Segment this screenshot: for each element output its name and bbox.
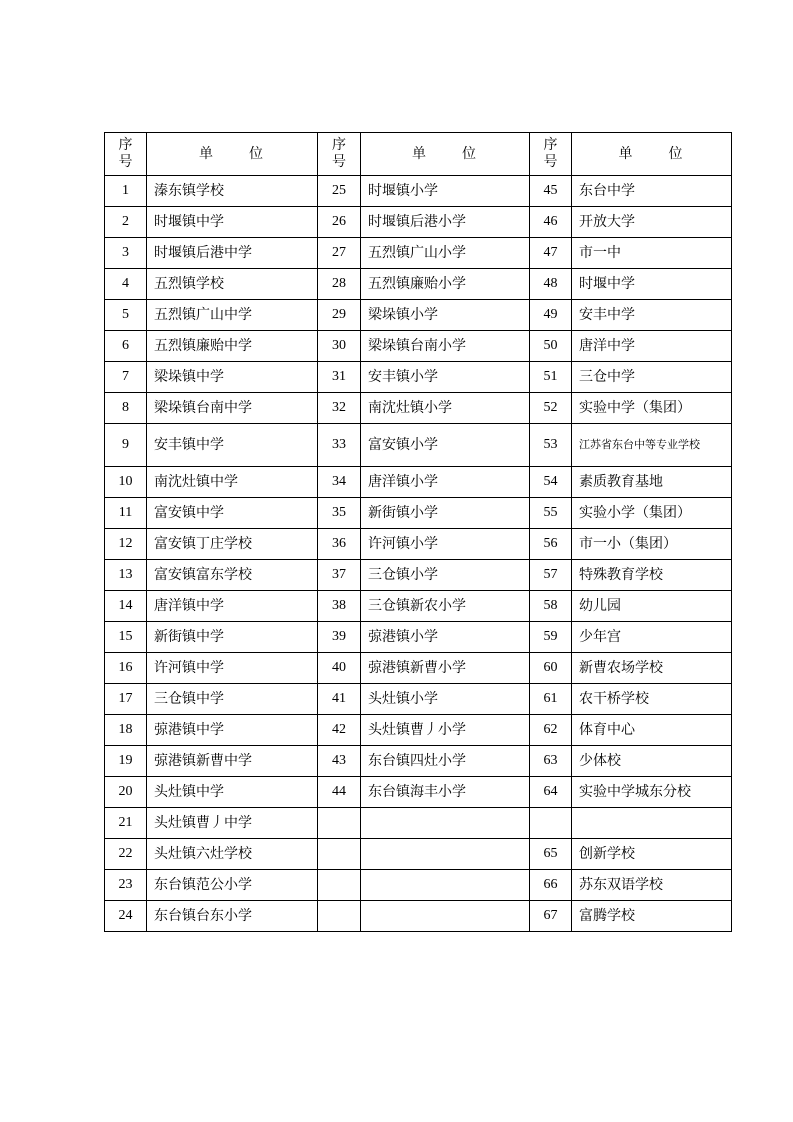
serial-number-cell [318, 870, 361, 901]
unit-name-cell: 东台镇台东小学 [147, 901, 318, 932]
unit-name-cell [361, 870, 530, 901]
table-row [105, 467, 732, 498]
unit-name-cell: 东台镇范公小学 [147, 870, 318, 901]
serial-number-cell: 7 [105, 362, 147, 393]
table-row [105, 424, 732, 467]
serial-number-cell: 46 [530, 207, 572, 238]
header-unit: 单 位 [572, 133, 732, 176]
serial-number-cell: 54 [530, 467, 572, 498]
unit-name-cell: 安丰中学 [572, 300, 732, 331]
unit-name-cell: 开放大学 [572, 207, 732, 238]
unit-name-cell: 唐洋中学 [572, 331, 732, 362]
unit-name-cell: 头灶镇六灶学校 [147, 839, 318, 870]
serial-number-cell: 60 [530, 653, 572, 684]
serial-number-cell: 8 [105, 393, 147, 424]
unit-name-cell: 富安镇丁庄学校 [147, 529, 318, 560]
serial-number-cell: 57 [530, 560, 572, 591]
unit-name-cell: 市一中 [572, 238, 732, 269]
unit-name-cell: 唐洋镇小学 [361, 467, 530, 498]
serial-number-cell: 22 [105, 839, 147, 870]
unit-name-cell: 时堰镇后港中学 [147, 238, 318, 269]
serial-number-cell: 50 [530, 331, 572, 362]
serial-number-cell: 9 [105, 424, 147, 467]
unit-name-cell: 东台镇海丰小学 [361, 777, 530, 808]
unit-name-cell: 实验中学（集团） [572, 393, 732, 424]
header-serial-number: 序 号 [105, 133, 147, 176]
serial-number-cell: 28 [318, 269, 361, 300]
serial-number-cell: 40 [318, 653, 361, 684]
unit-name-cell: 富安镇小学 [361, 424, 530, 467]
serial-number-cell: 43 [318, 746, 361, 777]
table-row [105, 393, 732, 424]
unit-name-cell: 幼儿园 [572, 591, 732, 622]
serial-number-cell: 17 [105, 684, 147, 715]
unit-name-cell: 富安镇富东学校 [147, 560, 318, 591]
serial-number-cell: 59 [530, 622, 572, 653]
table-row [105, 498, 732, 529]
unit-name-cell: 特殊教育学校 [572, 560, 732, 591]
serial-number-cell: 2 [105, 207, 147, 238]
serial-number-cell: 4 [105, 269, 147, 300]
unit-name-cell: 市一小（集团） [572, 529, 732, 560]
serial-number-cell: 30 [318, 331, 361, 362]
unit-name-cell: 五烈镇广山小学 [361, 238, 530, 269]
serial-number-cell: 53 [530, 424, 572, 467]
serial-number-cell: 45 [530, 176, 572, 207]
header-unit: 单 位 [147, 133, 318, 176]
unit-name-cell: 许河镇中学 [147, 653, 318, 684]
table-row [105, 901, 732, 932]
serial-number-cell: 15 [105, 622, 147, 653]
serial-number-cell: 41 [318, 684, 361, 715]
header-serial-number: 序 号 [318, 133, 361, 176]
serial-number-cell: 58 [530, 591, 572, 622]
unit-name-cell: 弶港镇小学 [361, 622, 530, 653]
serial-number-cell: 39 [318, 622, 361, 653]
serial-number-cell [530, 808, 572, 839]
serial-number-cell: 19 [105, 746, 147, 777]
serial-number-cell: 12 [105, 529, 147, 560]
serial-number-cell: 16 [105, 653, 147, 684]
header-unit: 单 位 [361, 133, 530, 176]
serial-number-cell: 65 [530, 839, 572, 870]
serial-number-cell: 6 [105, 331, 147, 362]
table-row [105, 715, 732, 746]
serial-number-cell: 61 [530, 684, 572, 715]
unit-name-cell: 南沈灶镇中学 [147, 467, 318, 498]
serial-number-cell: 64 [530, 777, 572, 808]
serial-number-cell [318, 901, 361, 932]
unit-name-cell: 少年宫 [572, 622, 732, 653]
table-row [105, 362, 732, 393]
serial-number-cell: 44 [318, 777, 361, 808]
serial-number-cell: 42 [318, 715, 361, 746]
table-row [105, 560, 732, 591]
table-body [105, 176, 732, 932]
serial-number-cell: 48 [530, 269, 572, 300]
serial-number-cell: 18 [105, 715, 147, 746]
unit-name-cell: 新街镇中学 [147, 622, 318, 653]
unit-name-cell: 实验小学（集团） [572, 498, 732, 529]
unit-name-cell: 新曹农场学校 [572, 653, 732, 684]
unit-name-cell: 梁垛镇小学 [361, 300, 530, 331]
serial-number-cell: 14 [105, 591, 147, 622]
serial-number-cell: 5 [105, 300, 147, 331]
unit-name-cell: 弶港镇中学 [147, 715, 318, 746]
unit-name-cell: 唐洋镇中学 [147, 591, 318, 622]
serial-number-cell: 27 [318, 238, 361, 269]
unit-name-cell: 三仓镇中学 [147, 684, 318, 715]
serial-number-cell: 20 [105, 777, 147, 808]
table-row [105, 176, 732, 207]
serial-number-cell: 32 [318, 393, 361, 424]
serial-number-cell: 21 [105, 808, 147, 839]
unit-name-cell: 三仓中学 [572, 362, 732, 393]
unit-name-cell: 溱东镇学校 [147, 176, 318, 207]
table-row [105, 591, 732, 622]
unit-name-cell: 头灶镇中学 [147, 777, 318, 808]
serial-number-cell: 35 [318, 498, 361, 529]
table-row [105, 777, 732, 808]
serial-number-cell: 51 [530, 362, 572, 393]
serial-number-cell: 23 [105, 870, 147, 901]
serial-number-cell: 31 [318, 362, 361, 393]
table-header-row [105, 133, 732, 176]
unit-name-cell: 南沈灶镇小学 [361, 393, 530, 424]
table-row [105, 529, 732, 560]
serial-number-cell: 56 [530, 529, 572, 560]
serial-number-cell: 47 [530, 238, 572, 269]
unit-name-cell: 东台镇四灶小学 [361, 746, 530, 777]
serial-number-cell: 26 [318, 207, 361, 238]
unit-name-cell: 头灶镇曹丿小学 [361, 715, 530, 746]
table-row [105, 746, 732, 777]
unit-name-cell: 农干桥学校 [572, 684, 732, 715]
unit-name-cell: 梁垛镇台南中学 [147, 393, 318, 424]
unit-name-cell: 梁垛镇中学 [147, 362, 318, 393]
unit-name-cell [361, 901, 530, 932]
unit-name-cell: 体育中心 [572, 715, 732, 746]
unit-name-cell: 时堰镇后港小学 [361, 207, 530, 238]
unit-name-cell: 时堰中学 [572, 269, 732, 300]
table-row [105, 331, 732, 362]
table-row [105, 207, 732, 238]
table-row [105, 300, 732, 331]
serial-number-cell: 66 [530, 870, 572, 901]
serial-number-cell: 11 [105, 498, 147, 529]
unit-name-cell: 头灶镇小学 [361, 684, 530, 715]
header-serial-number: 序 号 [530, 133, 572, 176]
unit-name-cell: 安丰镇中学 [147, 424, 318, 467]
table-row [105, 684, 732, 715]
unit-name-cell: 安丰镇小学 [361, 362, 530, 393]
unit-name-cell: 富腾学校 [572, 901, 732, 932]
unit-list-table [104, 132, 732, 932]
unit-name-cell [361, 808, 530, 839]
table-row [105, 870, 732, 901]
serial-number-cell: 34 [318, 467, 361, 498]
serial-number-cell: 67 [530, 901, 572, 932]
unit-name-cell [572, 808, 732, 839]
serial-number-cell: 1 [105, 176, 147, 207]
serial-number-cell: 49 [530, 300, 572, 331]
serial-number-cell [318, 808, 361, 839]
unit-name-cell: 三仓镇小学 [361, 560, 530, 591]
unit-name-cell: 弶港镇新曹小学 [361, 653, 530, 684]
serial-number-cell: 62 [530, 715, 572, 746]
unit-name-cell: 时堰镇中学 [147, 207, 318, 238]
unit-name-cell: 实验中学城东分校 [572, 777, 732, 808]
serial-number-cell: 29 [318, 300, 361, 331]
serial-number-cell: 3 [105, 238, 147, 269]
unit-name-cell: 五烈镇学校 [147, 269, 318, 300]
unit-name-cell: 新街镇小学 [361, 498, 530, 529]
unit-name-cell: 创新学校 [572, 839, 732, 870]
table-row [105, 622, 732, 653]
serial-number-cell: 38 [318, 591, 361, 622]
unit-name-cell: 五烈镇廉贻中学 [147, 331, 318, 362]
unit-name-cell: 弶港镇新曹中学 [147, 746, 318, 777]
unit-name-cell: 头灶镇曹丿中学 [147, 808, 318, 839]
unit-name-cell: 梁垛镇台南小学 [361, 331, 530, 362]
serial-number-cell: 33 [318, 424, 361, 467]
unit-name-cell: 少体校 [572, 746, 732, 777]
table-row [105, 808, 732, 839]
unit-name-cell: 江苏省东台中等专业学校 [572, 424, 732, 467]
serial-number-cell: 13 [105, 560, 147, 591]
serial-number-cell: 63 [530, 746, 572, 777]
unit-name-cell: 时堰镇小学 [361, 176, 530, 207]
serial-number-cell: 36 [318, 529, 361, 560]
unit-name-cell [361, 839, 530, 870]
unit-name-cell: 素质教育基地 [572, 467, 732, 498]
unit-name-cell: 三仓镇新农小学 [361, 591, 530, 622]
unit-name-cell: 苏东双语学校 [572, 870, 732, 901]
unit-name-cell: 许河镇小学 [361, 529, 530, 560]
table-row [105, 653, 732, 684]
serial-number-cell: 37 [318, 560, 361, 591]
table-row [105, 839, 732, 870]
serial-number-cell [318, 839, 361, 870]
serial-number-cell: 10 [105, 467, 147, 498]
unit-name-cell: 五烈镇广山中学 [147, 300, 318, 331]
serial-number-cell: 24 [105, 901, 147, 932]
serial-number-cell: 25 [318, 176, 361, 207]
serial-number-cell: 55 [530, 498, 572, 529]
unit-name-cell: 富安镇中学 [147, 498, 318, 529]
table-row [105, 269, 732, 300]
table-row [105, 238, 732, 269]
unit-name-cell: 五烈镇廉贻小学 [361, 269, 530, 300]
unit-name-cell: 东台中学 [572, 176, 732, 207]
serial-number-cell: 52 [530, 393, 572, 424]
